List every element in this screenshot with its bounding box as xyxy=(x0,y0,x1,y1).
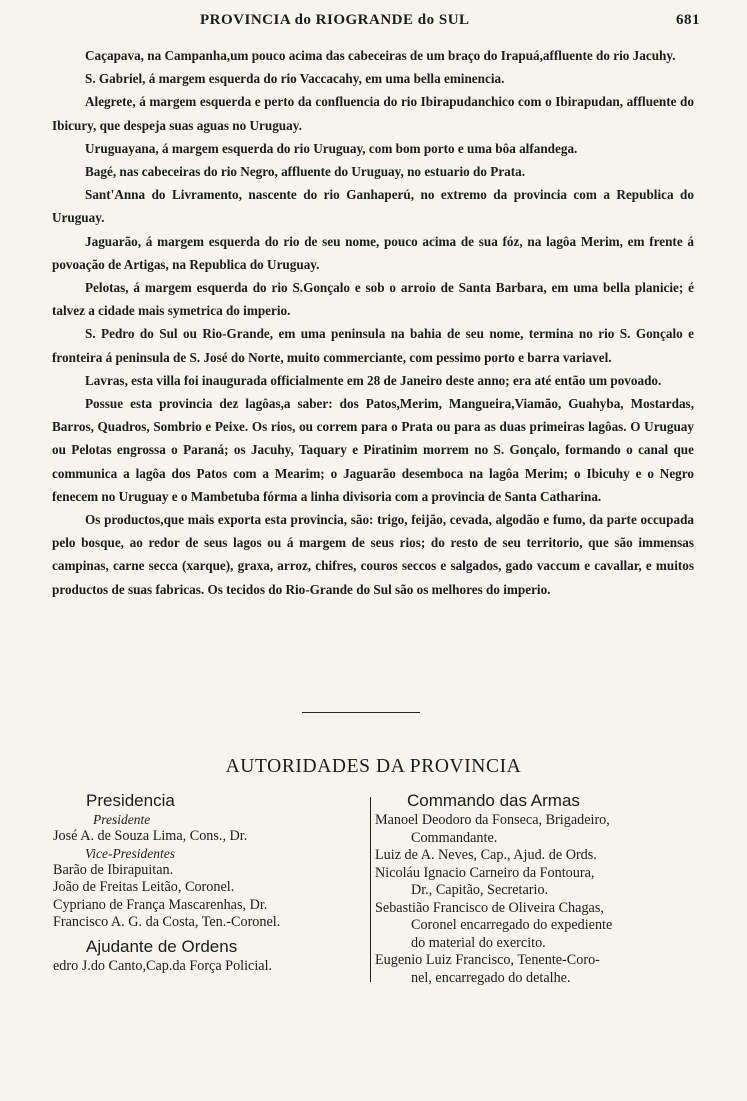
vice-presidente-3: Cypriano de França Mascarenhas, Dr. xyxy=(53,896,268,913)
paragraph-sao-pedro: S. Pedro do Sul ou Rio-Grande, em uma peninsula na bahia de seu nome, termina no rio S. Gonçalo e fronteira á peninsula de S. José do Norte, muito commerciante, com pessimo porto e barra variavel. xyxy=(52,326,694,365)
ajudante-name: edro J.do Canto,Cap.da Força Policial. xyxy=(53,957,273,974)
presidencia-heading: Presidencia xyxy=(86,791,175,810)
vice-presidentes-label: Vice-Presidentes xyxy=(85,845,175,861)
commando-entry-4-line-3: do material do exercito. xyxy=(411,934,546,951)
running-header xyxy=(60,8,700,34)
page-number: 681 xyxy=(676,12,700,28)
paragraph-pelotas: Pelotas, á margem esquerda do rio S.Gonçalo e sob o arroio de Santa Barbara, em uma bella planicie; é talvez a cidade mais symetrica do imperio. xyxy=(52,280,694,319)
commando-entry-1-line-1: Manoel Deodoro da Fonseca, Brigadeiro, xyxy=(375,812,610,828)
commando-entry-1-line-2: Commandante. xyxy=(411,829,498,846)
paragraph-uruguayana: Uruguayana, á margem esquerda do rio Uruguay, com bom porto e uma bôa alfandega. xyxy=(85,140,578,156)
section-divider-rule xyxy=(302,712,420,713)
commando-entry-3-line-1: Nicoláu Ignacio Carneiro da Fontoura, xyxy=(375,864,595,881)
vice-presidente-1: Barão de Ibirapuitan. xyxy=(53,861,174,878)
commando-entry-4-line-2: Coronel encarregado do expediente xyxy=(411,917,613,933)
paragraph-santana: Sant'Anna do Livramento, nascente do rio Ganhaperú, no extremo da provincia com a Republica do Uruguay. xyxy=(52,187,694,226)
vice-presidente-2: João de Freitas Leitão, Coronel. xyxy=(53,879,235,895)
commando-entry-4-line-1: Sebastião Francisco de Oliveira Chagas, xyxy=(375,899,604,916)
paragraph-lagoas: Possue esta provincia dez lagôas,a saber: dos Patos,Merim, Mangueira,Viamão, Guahyba, Mostardas, Barros, Quadros, Sombrio e Peixe. Os rios, ou correm para o Prata ou para as duas primeiras lagôas. O Uruguay ou Pelotas engrossa o Paraná; os Jacuhy, Taquary e Piratinim morrem no S. Gonçalo, formando o canal que communica a lagôa dos Patos com a Mearim; o Jaguarão desemboca na lagôa Merim; o Ibicuhy e o Negro fenecem no Uruguay e o Mambetuba fórma a linha divisoria com a provincia de Santa Catharina. xyxy=(52,396,694,504)
body-text xyxy=(52,44,694,601)
vice-presidente-4: Francisco A. G. da Costa, Ten.-Coronel. xyxy=(53,914,281,930)
paragraph-productos: Os productos,que mais exporta esta provincia, são: trigo, feijão, cevada, algodão e fumo, da parte occupada pelo bosque, ao redor de seus lagos ou á margem de seus rios; do resto de seu territorio, que são immensas campinas, carne secca (xarque), graxa, arroz, chifres, couros seccos e salgados, gado vaccum e cavallar, e muitos productos de suas fabricas. Os tecidos do Rio-Grande do Sul são os melhores do imperio. xyxy=(52,512,694,597)
paragraph-lavras: Lavras, esta villa foi inaugurada officialmente em 28 de Janeiro deste anno; era até então um povoado. xyxy=(85,372,662,388)
header-title: PROVINCIA do RIOGRANDE do SUL xyxy=(200,12,470,28)
paragraph-bage: Bagé, nas cabeceiras do rio Negro, affluente do Uruguay, no estuario do Prata. xyxy=(85,164,526,180)
paragraph-jaguarao: Jaguarão, á margem esquerda do rio de seu nome, pouco acima de sua fóz, na lagôa Merim, em frente á povoação de Artigas, na Republica do Uruguay. xyxy=(52,233,694,272)
ajudante-heading: Ajudante de Ordens xyxy=(86,936,238,956)
right-column xyxy=(375,790,700,987)
paragraph-cacapava: Caçapava, na Campanha,um pouco acima das cabeceiras de um braço do Irapuá,affluente do rio Jacuhy. xyxy=(85,48,676,63)
paragraph-alegrete: Alegrete, á margem esquerda e perto da confluencia do rio Ibirapudanchico com o Ibirapudan, affluente do Ibicury, que despeja suas aguas no Uruguay. xyxy=(52,94,694,133)
section-title: AUTORIDADES DA PROVINCIA xyxy=(225,756,522,777)
column-divider xyxy=(370,797,371,982)
presidente-label: Presidente xyxy=(93,812,151,827)
commando-entry-2-line-1: Luiz de A. Neves, Cap., Ajud. de Ords. xyxy=(375,847,597,863)
commando-entry-5-line-2: nel, encarregado do detalhe. xyxy=(411,969,571,986)
presidente-name: José A. de Souza Lima, Cons., Dr. xyxy=(53,828,248,844)
commando-heading: Commando das Armas xyxy=(407,791,580,810)
commando-entry-5-line-1: Eugenio Luiz Francisco, Tenente-Coro- xyxy=(375,952,600,968)
commando-entry-3-line-2: Dr., Capitão, Secretario. xyxy=(411,882,549,898)
left-column xyxy=(53,790,368,975)
paragraph-sao-gabriel: S. Gabriel, á margem esquerda do rio Vaccacahy, em uma bella eminencia. xyxy=(85,71,505,87)
